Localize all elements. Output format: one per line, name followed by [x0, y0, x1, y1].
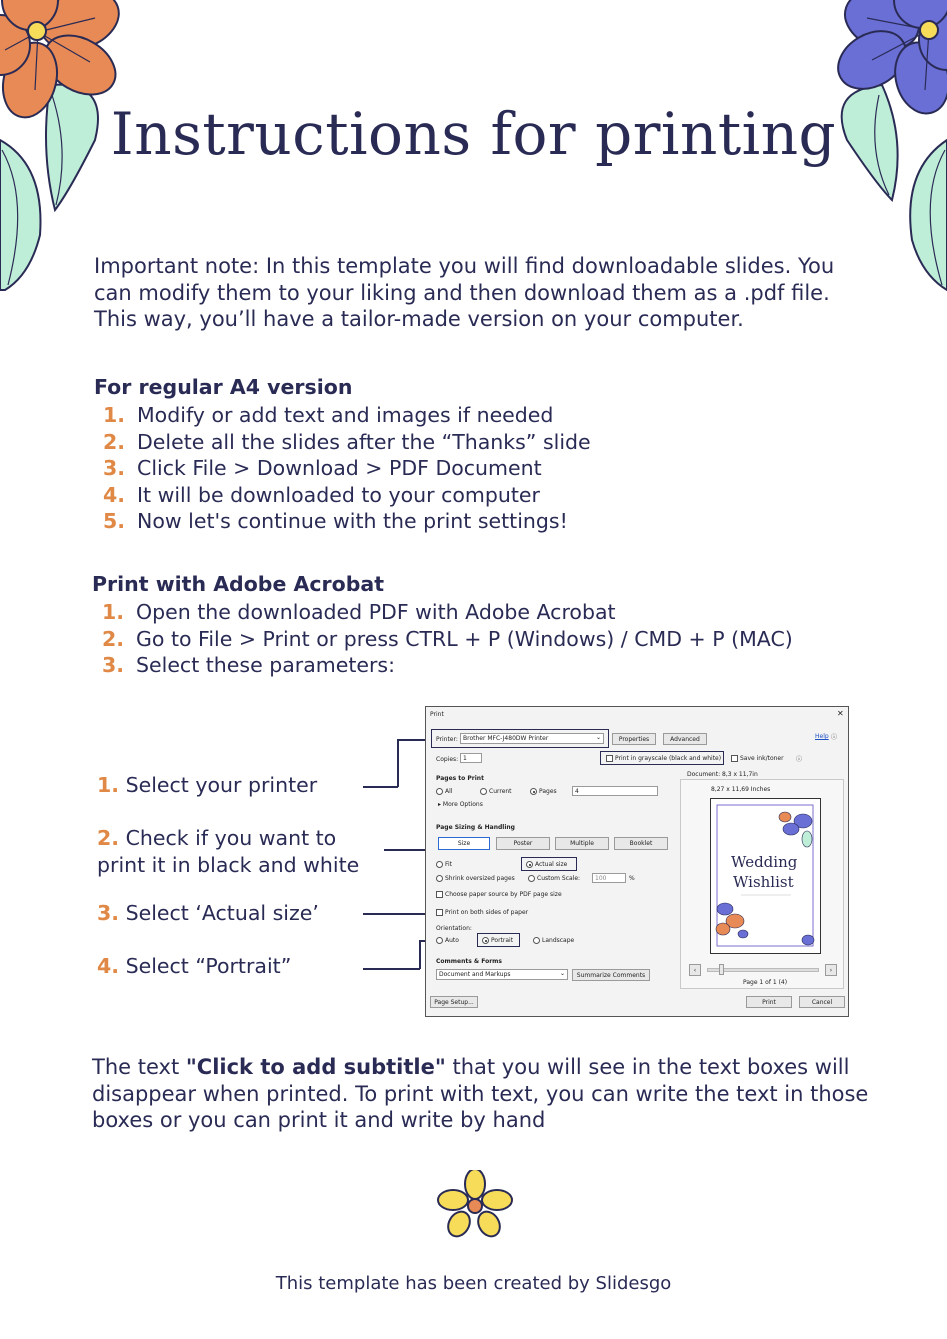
yellow-flower-icon — [437, 1170, 513, 1240]
grayscale-label: Print in grayscale (black and white) — [615, 755, 722, 762]
custom-scale-input[interactable]: 100 — [592, 873, 626, 883]
list-item: 3. Click File > Download > PDF Document — [102, 456, 542, 480]
list-item: 2. Delete all the slides after the “Thanks” slide — [102, 429, 591, 454]
more-options-link[interactable]: ▸ More Options — [438, 801, 483, 808]
summarize-comments-button[interactable]: Summarize Comments — [572, 969, 650, 981]
list-item: 2. Go to File > Print or press CTRL + P (Windows) / CMD + P (MAC) — [101, 626, 793, 651]
dialog-title: Print — [430, 711, 444, 718]
preview-page — [710, 798, 821, 954]
document-size: Document: 8,3 x 11,7in — [687, 771, 758, 778]
copies-label: Copies: — [436, 756, 459, 763]
info-icon: ⓘ — [796, 756, 803, 763]
all-radio[interactable] — [436, 788, 443, 795]
pages-input[interactable]: 4 — [572, 786, 658, 796]
connector-line — [363, 968, 420, 970]
current-radio[interactable] — [480, 788, 487, 795]
acrobat-steps — [93, 599, 793, 679]
connector-line — [363, 786, 398, 788]
list-item: 1. Open the downloaded PDF with Adobe Acrobat — [101, 600, 616, 624]
auto-radio[interactable] — [436, 937, 443, 944]
page-setup-button[interactable]: Page Setup... — [430, 996, 478, 1008]
preview-title-line2: Wishlist — [733, 873, 794, 891]
list-item: 4. It will be downloaded to your computer — [102, 482, 540, 507]
save-ink-checkbox[interactable] — [731, 755, 738, 762]
help-link[interactable]: Help — [815, 733, 829, 740]
list-item: 1. Modify or add text and images if needed — [102, 403, 554, 427]
connector-line — [397, 739, 399, 787]
custom-scale-radio[interactable] — [528, 875, 535, 882]
page-indicator: Page 1 of 1 (4) — [743, 979, 788, 986]
tab-multiple[interactable]: Multiple — [555, 837, 609, 850]
callout-actual-size: 3. Select ‘Actual size’ — [97, 901, 319, 925]
fit-radio[interactable] — [436, 861, 443, 868]
page-title: Instructions for printing — [110, 100, 837, 168]
tab-size[interactable]: Size — [438, 837, 490, 850]
both-sides-checkbox[interactable] — [436, 909, 443, 916]
list-item: 3. Select these parameters: — [101, 653, 396, 677]
callout-select-printer: 1. Select your printer — [97, 773, 318, 797]
chevron-down-icon: ⌄ — [596, 734, 602, 741]
advanced-button[interactable]: Advanced — [663, 733, 707, 745]
close-icon[interactable]: ✕ — [837, 709, 844, 718]
connector-line — [419, 940, 421, 969]
paper-source-checkbox[interactable] — [436, 891, 443, 898]
regular-heading: For regular A4 version — [94, 375, 353, 399]
preview-panel — [680, 779, 844, 989]
callout-portrait: 4. Select “Portrait” — [97, 954, 292, 978]
shrink-radio[interactable] — [436, 875, 443, 882]
cancel-button[interactable]: Cancel — [799, 996, 845, 1008]
next-page-button[interactable]: › — [825, 964, 837, 976]
footer-credit: This template has been created by Slidesgo — [275, 1273, 672, 1294]
comments-heading: Comments & Forms — [436, 958, 502, 965]
highlight-actual-size — [521, 857, 577, 871]
save-ink-label: Save ink/toner — [740, 755, 784, 762]
callout-grayscale: 2. Check if you want to print it in black and white — [97, 826, 360, 877]
info-icon: ⓘ — [831, 734, 838, 741]
chevron-down-icon: ⌄ — [560, 970, 566, 977]
prev-page-button[interactable]: ‹ — [689, 964, 701, 976]
sizing-heading: Page Sizing & Handling — [436, 824, 515, 831]
preview-title-line1: Wedding — [731, 853, 798, 871]
orientation-label: Orientation: — [436, 925, 472, 932]
tab-booklet[interactable]: Booklet — [614, 837, 668, 850]
regular-steps — [94, 402, 591, 535]
print-button[interactable]: Print — [746, 996, 792, 1008]
copies-input[interactable]: 1 — [460, 753, 482, 763]
slider-handle[interactable] — [719, 964, 724, 975]
print-dialog: Print ✕ Printer: Brother MFC-J480DW Printer ⌄ Properties Advanced Help ⓘ Copies: 1 Print in grayscale (black and white) Save ink/toner ⓘ Pages to Print All Current Pages 4 ▸ More Options Page Sizing & Handling Size Poster Multiple Booklet Fit Actual size Shrink oversized pages Custom Scale: 100 % Choose paper source by PDF page size Print on both sides of paper Orientation: Auto Portrait Landscape Comments & Forms Document and Markups ⌄ Summarize Comments Page Setup... Print Cancel Document: 8,3 x 11,7in 8,27 x 11,69 Inches Wedding Wishlist ‹ › Page 1 of 1 (4) — [425, 706, 849, 1017]
tab-poster[interactable]: Poster — [496, 837, 550, 850]
highlight-portrait — [477, 933, 520, 947]
outro-text: The text "Click to add subtitle" that you will see in the text boxes will disappear when printed. To print with text, you can write the text in those boxes or you can print it and write by hand — [92, 1055, 869, 1132]
landscape-radio[interactable] — [533, 937, 540, 944]
comments-select[interactable]: Document and Markups ⌄ — [436, 969, 568, 980]
pages-to-print-heading: Pages to Print — [436, 775, 484, 782]
highlight-grayscale — [600, 751, 724, 765]
highlight-printer — [431, 729, 609, 748]
printer-select[interactable]: Brother MFC-J480DW Printer ⌄ — [460, 733, 604, 744]
preview-size: 8,27 x 11,69 Inches — [711, 786, 771, 793]
properties-button[interactable]: Properties — [612, 733, 656, 745]
printer-label: Printer: — [436, 736, 458, 743]
intro-note: Important note: In this template you will find downloadable slides. You can modify them to your liking and then download them as a .pdf file. This way, you’ll have a tailor-made version on your computer. — [94, 254, 835, 331]
list-item: 5. Now let's continue with the print settings! — [102, 509, 568, 533]
acrobat-heading: Print with Adobe Acrobat — [92, 572, 385, 596]
pages-radio[interactable] — [530, 788, 537, 795]
